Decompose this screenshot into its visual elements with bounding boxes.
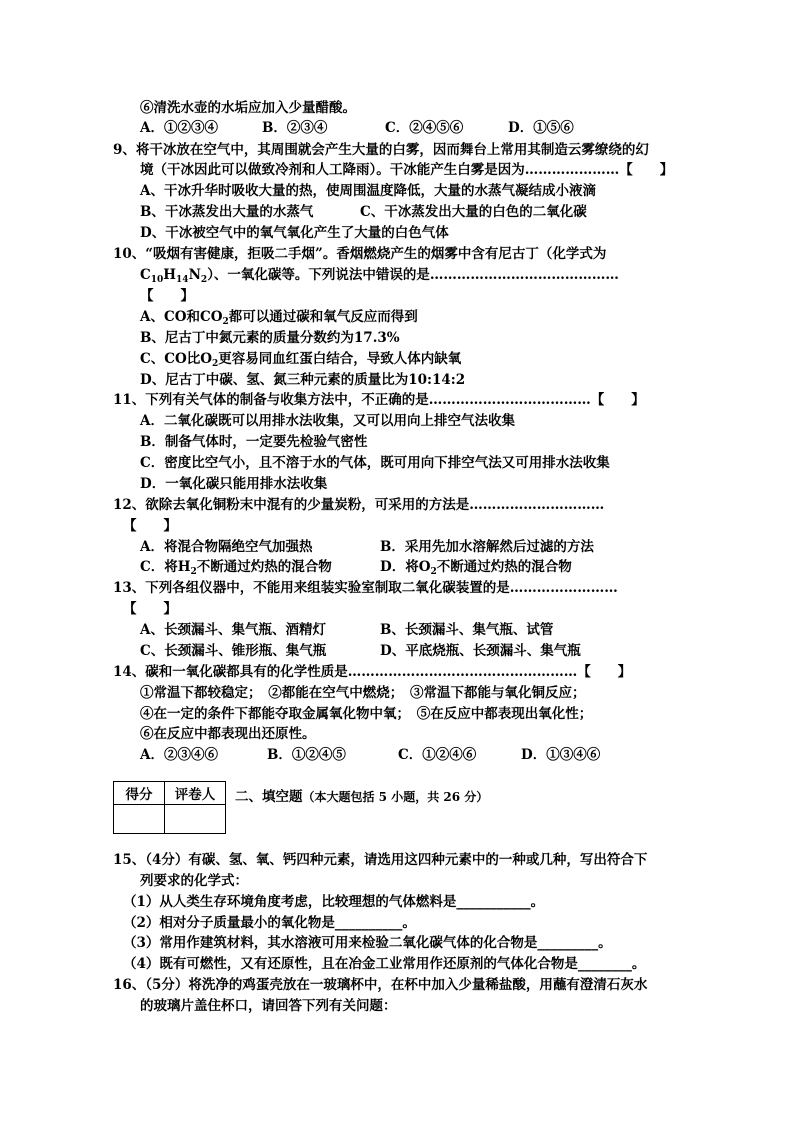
q11-option-a: A．二氧化碳既可以用排水法收集，又可以用向上排空气法收集 (140, 413, 515, 429)
q9-option-d: D、干冰被空气中的氧气氧化产生了大量的白色气体 (140, 225, 449, 241)
q16-stem-line2: 的玻璃片盖住杯口，请回答下列有关问题： (140, 998, 397, 1014)
q9-option-a: A、干冰升华时吸收大量的热，使周围温度降低，大量的水蒸气凝结成小液滴 (140, 183, 596, 199)
q15-item-1: （1）从人类生存环境角度考虑，比较理想的气体燃料是___________。 (123, 894, 545, 910)
q9-stem-line2: 境（干冰因此可以做致冷剂和人工降雨）。干冰能产生白雾是因为…………………【 】 (140, 162, 674, 178)
q8-option-c: C．②④⑤⑥ (385, 120, 464, 136)
q15-item-3: （3）常用作建筑材料，其水溶液可用来检验二氧化碳气体的化合物是_________。 (123, 935, 612, 951)
q10-option-c: C、CO比$O_2$更容易同血红蛋白结合，导致人体内缺氧 (140, 351, 462, 369)
q14-statements-3: ⑥在反应中都表现出还原性。 (140, 726, 316, 742)
q12-answer-bracket: 【 】 (123, 518, 177, 534)
q10-stem-line2: $C_{10}H_{14}N_2$）、一氧化碳等。下列说法中错误的是…………………………………… (140, 267, 619, 285)
q10-option-b: B、尼古丁中氮元素的质量分数约为17.3% (140, 330, 400, 346)
q12-option-c: C．将$H_2$不断通过灼热的混合物 (140, 559, 332, 577)
score-table (113, 781, 226, 834)
q14-statements-1: ①常温下都较稳定； ②都能在空气中燃烧； ③常温下都能与氧化铜反应； (140, 685, 586, 701)
q13-option-c: C、长颈漏斗、锥形瓶、集气瓶 (140, 643, 327, 659)
q12-option-a: A．将混合物隔绝空气加强热 (140, 539, 313, 555)
q9-stem-line1: 9、将干冰放在空气中，其周围就会产生大量的白雾，因而舞台上常用其制造云雾缭绕的幻 (113, 142, 649, 158)
q11-option-d: D．一氧化碳只能用排水法收集 (140, 476, 328, 492)
q11-stem: 11、下列有关气体的制备与收集方法中，不正确的是………………………………【 】 (113, 392, 645, 408)
q14-option-b: B．①②④⑤ (267, 747, 346, 763)
q12-option-d: D．将$O_2$不断通过灼热的混合物 (380, 559, 572, 577)
q8-option-d: D．①⑤⑥ (508, 120, 574, 136)
q8-option-a: A．①②③④ (140, 120, 218, 136)
q8-item-6: ⑥清洗水壶的水垢应加入少量醋酸。 (140, 100, 356, 116)
q15-stem-line1: 15、（4分）有碳、氢、氧、钙四种元素，请选用这四种元素中的一种或几种，写出符合下 (113, 852, 648, 868)
q11-option-c: C．密度比空气小，且不溶于水的气体，既可用向下排空气法又可用排水法收集 (140, 455, 610, 471)
q14-option-c: C．①②④⑥ (398, 747, 477, 763)
grader-header: 评卷人 (165, 782, 226, 805)
section-title: 二、填空题（本大题包括 5 小题，共 26 分） (235, 789, 489, 805)
q14-statements-2: ④在一定的条件下都能夺取金属氧化物中氧； ⑤在反应中都表现出氧化性； (140, 706, 593, 722)
q13-option-a: A、长颈漏斗、集气瓶、酒精灯 (140, 622, 326, 638)
q15-stem-line2: 列要求的化学式： (140, 873, 248, 889)
grader-cell (165, 805, 226, 834)
q10-option-d: D、尼古丁中碳、氢、氮三种元素的质量比为10:14:2 (140, 372, 466, 388)
q14-stem: 14、碳和一氧化碳都具有的化学性质是……………………………………………【 】 (113, 664, 632, 680)
q15-item-2: （2）相对分子质量最小的氧化物是__________。 (123, 915, 416, 931)
q8-option-b: B．②③④ (262, 120, 328, 136)
q12-stem: 12、欲除去氧化铜粉末中混有的少量炭粉，可采用的方法是………………………… (113, 497, 605, 513)
q9-option-c: C、干冰蒸发出大量的白色的二氧化碳 (360, 204, 587, 220)
q13-stem: 13、下列各组仪器中，不能用来组装实验室制取二氧化碳装置的是…………………… (113, 580, 618, 596)
q13-option-d: D、平底烧瓶、长颈漏斗、集气瓶 (380, 643, 581, 659)
q12-option-b: B．采用先加水溶解然后过滤的方法 (380, 539, 594, 555)
q9-option-b: B、干冰蒸发出大量的水蒸气 (140, 204, 314, 220)
q13-option-b: B、长颈漏斗、集气瓶、试管 (380, 622, 554, 638)
score-cell (114, 805, 165, 834)
q16-stem-line1: 16、（5分）将洗净的鸡蛋壳放在一玻璃杯中，在杯中加入少量稀盐酸，用蘸有澄清石灰水 (113, 977, 648, 993)
q15-item-4: （4）既有可燃性，又有还原性，且在冶金工业常用作还原剂的气体化合物是________。 (123, 956, 646, 972)
q11-option-b: B．制备气体时，一定要先检验气密性 (140, 434, 368, 450)
q10-option-a: A、CO和$CO_2$都可以通过碳和氧气反应而得到 (140, 309, 418, 327)
score-header: 得分 (114, 782, 165, 805)
q10-stem-line1: 10、“吸烟有害健康，拒吸二手烟”。香烟燃烧产生的烟雾中含有尼古丁（化学式为 (113, 246, 607, 262)
q14-option-d: D．①③④⑥ (521, 747, 601, 763)
q10-answer-bracket: 【 】 (140, 288, 194, 304)
q14-option-a: A．②③④⑥ (140, 747, 218, 763)
q13-answer-bracket: 【 】 (123, 601, 177, 617)
